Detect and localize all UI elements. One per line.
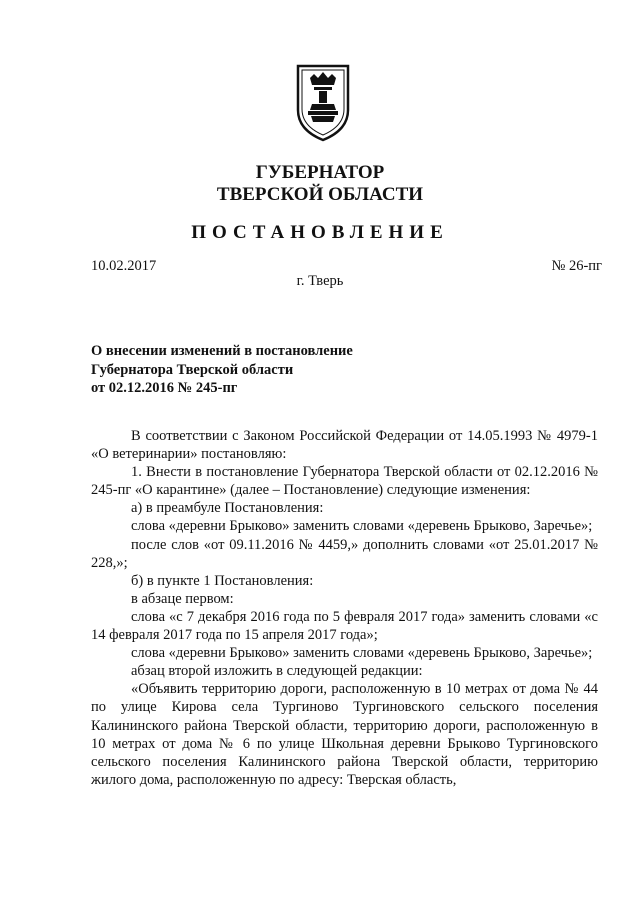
body-paragraph: 1. Внести в постановление Губернатора Тверской области от 02.12.2016 № 245-пг «О карантине» (далее – Постановление) следующие изменения: [91, 464, 598, 499]
issuer-title: ГУБЕРНАТОР [255, 162, 385, 183]
document-number: № 26-пг [551, 258, 602, 274]
body-paragraph: слова «деревни Брыково» заменить словами «деревень Брыково, Заречье»; [131, 645, 593, 662]
body-paragraph: слова «деревни Брыково» заменить словами «деревень Брыково, Заречье»; [131, 518, 593, 535]
body-paragraph: «Объявить территорию дороги, расположенную в 10 метрах от дома № 44 по улице Кирова села Тургиново Тургиновского сельского поселения Калининского района Тверской области, территорию дороги, расположенную в 10 метрах от дома № 6 по улице Школьная деревни Брыково Тургиновского сельского поселения Калининского района Тверской области, территорию жилого дома, расположенную по адресу: Тверская область, [91, 681, 598, 788]
issuer-region: ТВЕРСКОЙ ОБЛАСТИ [216, 184, 424, 205]
subject-line: от 02.12.2016 № 245-пг [91, 380, 238, 396]
document-city: г. Тверь [296, 273, 344, 289]
body-paragraph: абзац второй изложить в следующей редакции: [131, 663, 423, 680]
body-paragraph: В соответствии с Законом Российской Федерации от 14.05.1993 № 4979-1 «О ветеринарии» постановляю: [91, 428, 598, 463]
body-paragraph: б) в пункте 1 Постановления: [131, 572, 314, 589]
document-date: 10.02.2017 [91, 258, 157, 274]
body-paragraph: после слов «от 09.11.2016 № 4459,» дополнить словами «от 25.01.2017 № 228,»; [91, 536, 598, 571]
body-paragraph: в абзаце первом: [131, 590, 234, 607]
body-paragraph: слова «с 7 декабря 2016 года по 5 февраля 2017 года» заменить словами «с 14 февраля 2017 года по 15 апреля 2017 года»; [91, 608, 598, 644]
subject-line: О внесении изменений в постановление [91, 343, 353, 359]
document-subject [91, 342, 353, 398]
coat-of-arms-emblem [294, 64, 352, 142]
body-paragraph: а) в преамбуле Постановления: [131, 500, 324, 517]
document-type: ПОСТАНОВЛЕНИЕ [191, 222, 449, 243]
subject-line: Губернатора Тверской области [91, 361, 294, 378]
document-body [91, 427, 598, 789]
